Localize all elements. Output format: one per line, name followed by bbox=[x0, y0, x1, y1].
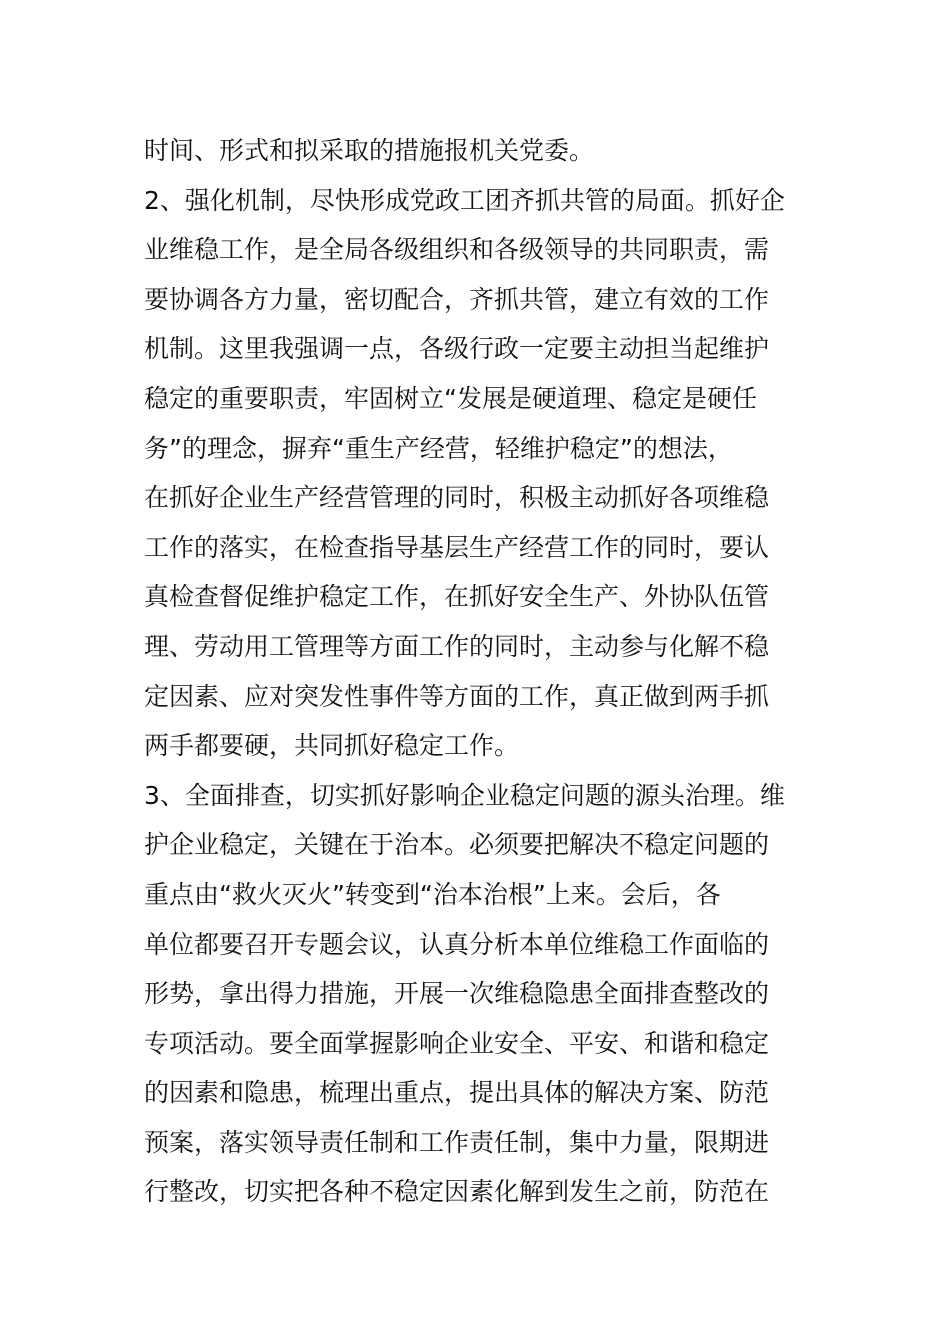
text-line: 要协调各方力量，密切配合，齐抓共管，建立有效的工作 bbox=[144, 284, 770, 314]
text-line: 真检查督促维护稳定工作，在抓好安全生产、外协队伍管 bbox=[144, 582, 770, 612]
text-line: 工作的落实，在检查指导基层生产经营工作的同时，要认 bbox=[144, 532, 770, 562]
text-line: 机制。这里我强调一点，各级行政一定要主动担当起维护 bbox=[144, 334, 770, 364]
text-line: 2、强化机制，尽快形成党政工团齐抓共管的局面。抓好企 bbox=[144, 185, 785, 215]
text-line: 专项活动。要全面掌握影响企业安全、平安、和谐和稳定 bbox=[144, 1028, 770, 1058]
text-line: 时间、形式和拟采取的措施报机关党委。 bbox=[144, 136, 595, 165]
text-line: 重点由“救火灭火”转变到“治本治根”上来。会后，各 bbox=[144, 879, 721, 909]
text-line: 预案，落实领导责任制和工作责任制，集中力量，限期进 bbox=[144, 1127, 770, 1157]
text-line: 两手都要硬，共同抓好稳定工作。 bbox=[144, 731, 520, 761]
text-line: 理、劳动用工管理等方面工作的同时，主动参与化解不稳 bbox=[144, 631, 770, 661]
text-line: 在抓好企业生产经营管理的同时，积极主动抓好各项维稳 bbox=[144, 483, 770, 513]
text-line: 护企业稳定，关键在于治本。必须要把解决不稳定问题的 bbox=[144, 830, 770, 860]
text-line: 行整改，切实把各种不稳定因素化解到发生之前，防范在 bbox=[144, 1177, 770, 1207]
text-line: 业维稳工作，是全局各级组织和各级领导的共同职责，需 bbox=[144, 235, 770, 265]
text-line: 单位都要召开专题会议，认真分析本单位维稳工作面临的 bbox=[144, 929, 770, 959]
text-line: 形势，拿出得力措施，开展一次维稳隐患全面排查整改的 bbox=[144, 979, 770, 1009]
text-line: 务”的理念，摒弃“重生产经营，轻维护稳定”的想法， bbox=[144, 433, 733, 463]
text-line: 3、全面排查，切实抓好影响企业稳定问题的源头治理。维 bbox=[144, 780, 785, 810]
document-body bbox=[144, 126, 809, 1217]
text-line: 的因素和隐患，梳理出重点，提出具体的解决方案、防范 bbox=[144, 1078, 770, 1108]
text-line: 稳定的重要职责，牢固树立“发展是硬道理、稳定是硬任 bbox=[144, 383, 757, 413]
text-line: 定因素、应对突发性事件等方面的工作，真正做到两手抓 bbox=[144, 681, 770, 711]
